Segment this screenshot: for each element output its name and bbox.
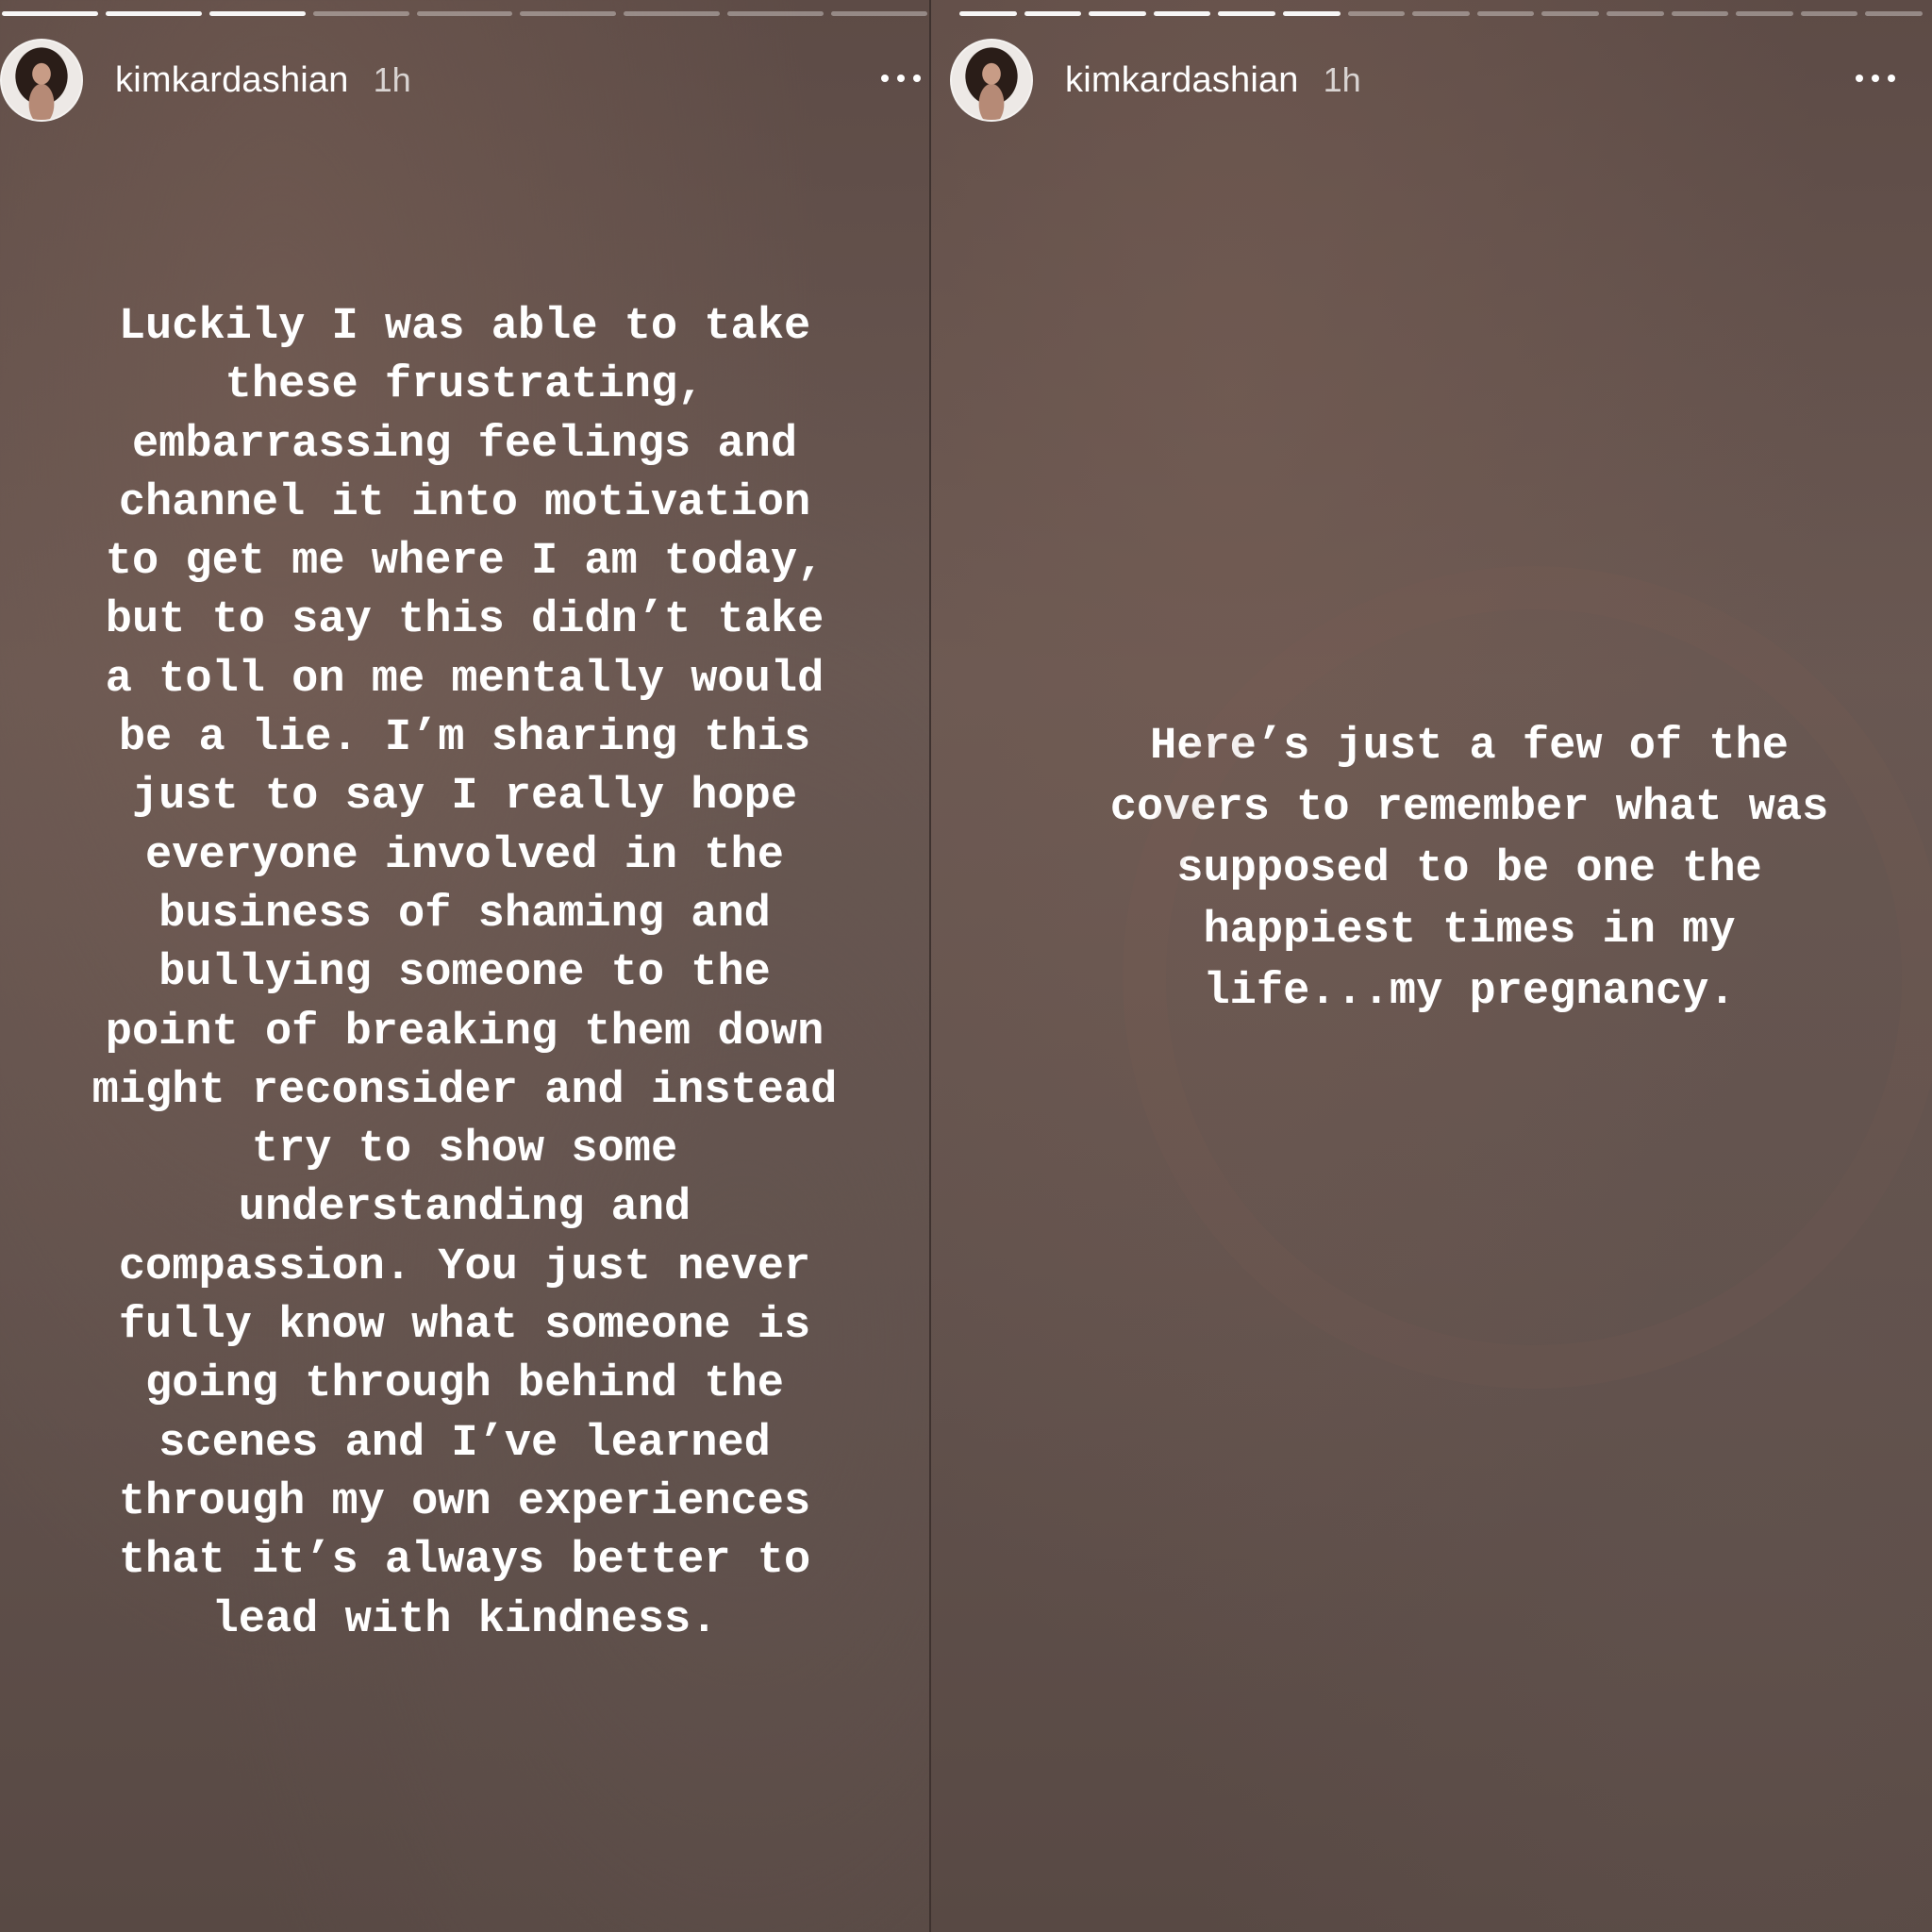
progress-segment (417, 11, 513, 16)
dot (1872, 75, 1879, 82)
progress-segment (520, 11, 616, 16)
username[interactable]: kimkardashian (115, 59, 349, 100)
avatar-image (952, 41, 1031, 120)
avatar[interactable] (0, 39, 83, 122)
progress-segment (1541, 11, 1599, 16)
avatar-image (2, 41, 81, 120)
progress-segment (624, 11, 720, 16)
progress-segment (959, 11, 1017, 16)
story-header (0, 38, 929, 123)
progress-segment (831, 11, 927, 16)
story-text: Here’s just a few of the covers to remember what was supposed to be one the happiest times in my life...my pregnancy. (1109, 722, 1829, 1017)
progress-segment (1412, 11, 1470, 16)
post-time: 1h (373, 60, 411, 99)
progress-segment (1024, 11, 1082, 16)
more-horizontal-icon[interactable] (1847, 64, 1904, 92)
progress-segment (1348, 11, 1406, 16)
dot (913, 75, 921, 82)
dot (1856, 75, 1863, 82)
progress-segment (1283, 11, 1341, 16)
story-progress-bar (0, 11, 929, 16)
dot (1888, 75, 1895, 82)
progress-segment (1607, 11, 1664, 16)
story-progress-bar (958, 11, 1924, 16)
progress-segment (1089, 11, 1146, 16)
story-panel-1[interactable] (0, 0, 929, 1932)
progress-segment (1154, 11, 1211, 16)
progress-segment (1218, 11, 1275, 16)
avatar[interactable] (950, 39, 1033, 122)
progress-segment (1672, 11, 1729, 16)
dot (897, 75, 905, 82)
progress-segment (727, 11, 824, 16)
progress-segment (313, 11, 409, 16)
progress-segment (1736, 11, 1793, 16)
progress-segment (1801, 11, 1858, 16)
username[interactable]: kimkardashian (1065, 59, 1299, 100)
progress-segment (1865, 11, 1923, 16)
post-time: 1h (1323, 60, 1361, 99)
story-header (950, 38, 1932, 123)
progress-segment (209, 11, 306, 16)
progress-segment (106, 11, 202, 16)
progress-segment (2, 11, 98, 16)
dot (881, 75, 889, 82)
progress-segment (1477, 11, 1535, 16)
story-text: Luckily I was able to take these frustrating, embarrassing feelings and channel it into motivation to get me where I am today, but to say this didn’t take a toll on me mentally would be a lie. I’m sharing this just to say I really hope everyone involved in the business of shaming and bullying someone to the point of breaking them down might reconsider and instead try to show some understanding and compassion. You just never fully know what someone is going through behind the scenes and I’ve learned through my own experiences that it’s always better to lead with kindness. (92, 302, 838, 1645)
story-panel-2[interactable] (931, 0, 1932, 1932)
more-horizontal-icon[interactable] (873, 64, 929, 92)
